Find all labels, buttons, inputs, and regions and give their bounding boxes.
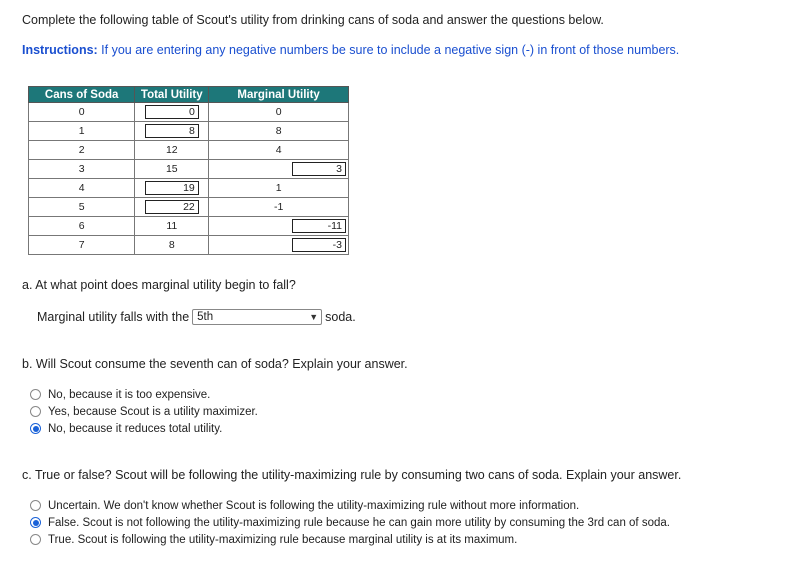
question-a: a. At what point does marginal utility begin to fall? <box>22 278 296 292</box>
option-label: No, because it reduces total utility. <box>48 422 223 435</box>
total-cell <box>135 198 209 217</box>
cans-cell: 3 <box>29 160 135 179</box>
total-cell <box>135 122 209 141</box>
cans-cell: 0 <box>29 103 135 122</box>
header-cans: Cans of Soda <box>29 87 135 103</box>
answer-suffix: soda. <box>325 310 356 324</box>
cans-cell: 5 <box>29 198 135 217</box>
question-b-options <box>30 386 258 437</box>
total-utility-input[interactable]: 8 <box>145 124 199 138</box>
option-label: Uncertain. We don't know whether Scout is following the utility-maximizing rule without more information. <box>48 499 580 512</box>
select-value: 5th <box>197 311 214 323</box>
marginal-cell <box>209 236 349 255</box>
total-cell: 8 <box>135 236 209 255</box>
radio-option[interactable] <box>30 386 258 403</box>
header-marginal-utility: Marginal Utility <box>209 87 349 103</box>
table-row <box>29 179 349 198</box>
option-label: True. Scout is following the utility-maximizing rule because marginal utility is at its maximum. <box>48 533 518 546</box>
total-utility-input[interactable]: 0 <box>145 105 199 119</box>
question-a-answer <box>37 309 356 325</box>
table-row <box>29 236 349 255</box>
question-c-options <box>30 497 670 548</box>
cans-cell: 1 <box>29 122 135 141</box>
radio-button-icon[interactable] <box>30 406 41 417</box>
radio-button-selected-icon[interactable] <box>30 423 41 434</box>
total-cell: 15 <box>135 160 209 179</box>
marginal-cell: 1 <box>209 179 349 198</box>
radio-option[interactable] <box>30 514 670 531</box>
radio-button-icon[interactable] <box>30 534 41 545</box>
total-cell: 12 <box>135 141 209 160</box>
option-label: No, because it is too expensive. <box>48 388 211 401</box>
marginal-cell: 8 <box>209 122 349 141</box>
marginal-utility-input[interactable]: 3 <box>292 162 346 176</box>
table-row <box>29 122 349 141</box>
table-row <box>29 141 349 160</box>
header-total-utility: Total Utility <box>135 87 209 103</box>
cans-cell: 2 <box>29 141 135 160</box>
total-cell <box>135 179 209 198</box>
marginal-cell <box>209 217 349 236</box>
total-utility-input[interactable]: 19 <box>145 181 199 195</box>
radio-option[interactable] <box>30 497 670 514</box>
radio-option[interactable] <box>30 531 670 548</box>
cans-cell: 6 <box>29 217 135 236</box>
total-utility-input[interactable]: 22 <box>145 200 199 214</box>
marginal-cell: -1 <box>209 198 349 217</box>
question-c: c. True or false? Scout will be following the utility-maximizing rule by consuming two cans of soda. Explain your answer. <box>22 468 682 482</box>
marginal-cell: 4 <box>209 141 349 160</box>
option-label: Yes, because Scout is a utility maximizer. <box>48 405 258 418</box>
table-row <box>29 217 349 236</box>
marginal-utility-input[interactable]: -3 <box>292 238 346 252</box>
table-header-row <box>29 87 349 103</box>
instructions-label: Instructions: <box>22 43 98 57</box>
marginal-utility-input[interactable]: -11 <box>292 219 346 233</box>
total-cell <box>135 103 209 122</box>
radio-option[interactable] <box>30 403 258 420</box>
point-select[interactable] <box>192 309 322 325</box>
utility-table <box>28 86 349 255</box>
radio-option[interactable] <box>30 420 258 437</box>
table-row <box>29 160 349 179</box>
marginal-cell: 0 <box>209 103 349 122</box>
table-row <box>29 103 349 122</box>
instructions-text <box>22 43 679 57</box>
intro-text: Complete the following table of Scout's utility from drinking cans of soda and answer the questions below. <box>22 13 604 27</box>
instructions-body: If you are entering any negative numbers be sure to include a negative sign (-) in front of those numbers. <box>97 43 680 57</box>
answer-prefix: Marginal utility falls with the <box>37 310 190 324</box>
radio-button-selected-icon[interactable] <box>30 517 41 528</box>
cans-cell: 4 <box>29 179 135 198</box>
table-row <box>29 198 349 217</box>
cans-cell: 7 <box>29 236 135 255</box>
radio-button-icon[interactable] <box>30 389 41 400</box>
radio-button-icon[interactable] <box>30 500 41 511</box>
chevron-down-icon: ▼ <box>309 312 319 322</box>
marginal-cell <box>209 160 349 179</box>
question-b: b. Will Scout consume the seventh can of soda? Explain your answer. <box>22 357 408 371</box>
total-cell: 11 <box>135 217 209 236</box>
option-label: False. Scout is not following the utility-maximizing rule because he can gain more utility by consuming the 3rd can of soda. <box>48 516 670 529</box>
